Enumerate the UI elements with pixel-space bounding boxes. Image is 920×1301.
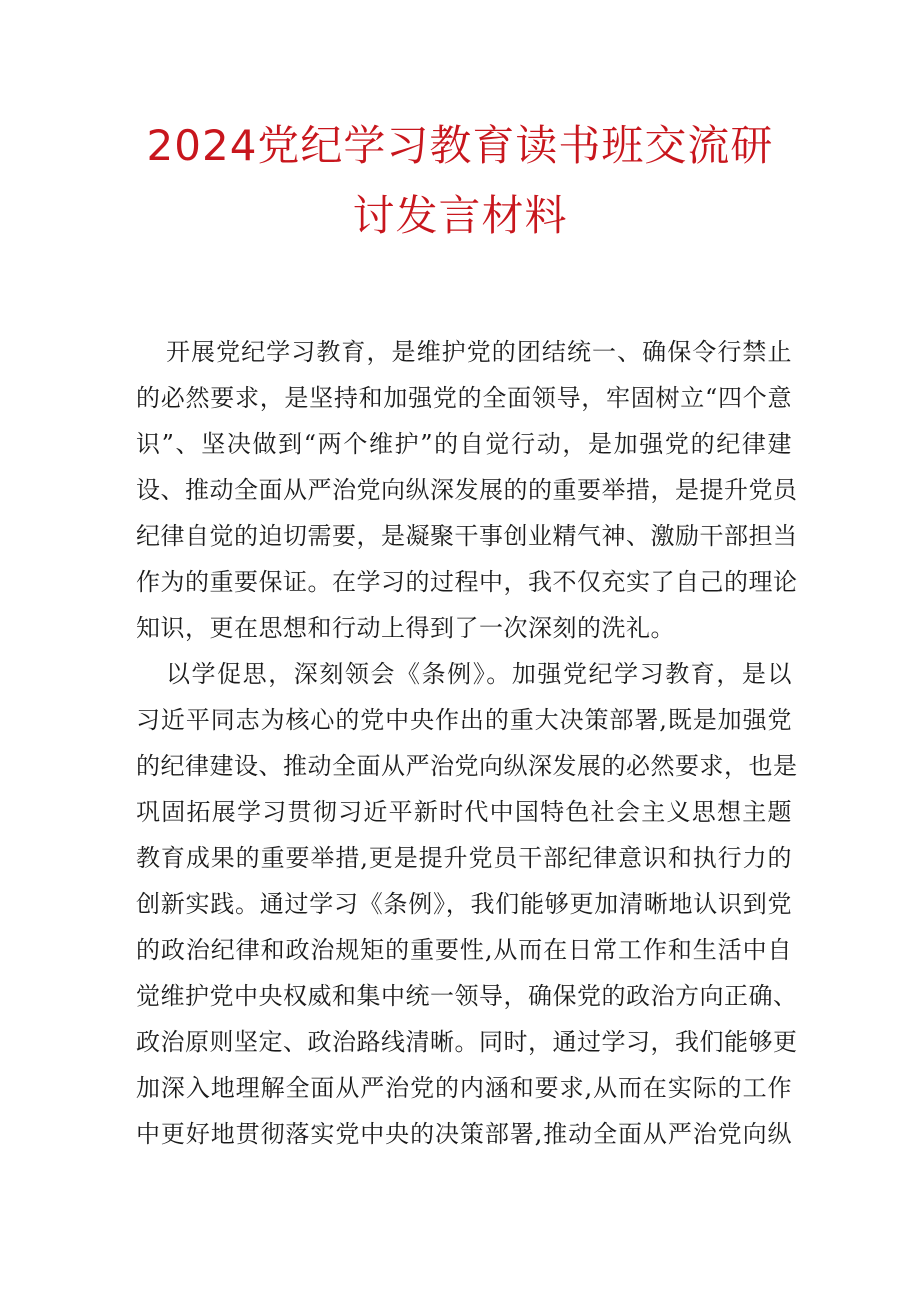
paragraph-line: 纪律自觉的迫切需要，是凝聚干事创业精气神、激励干部担当 bbox=[136, 522, 798, 550]
paragraph-line: 以学促思，深刻领会《条例》。加强党纪学习教育，是以 bbox=[166, 660, 792, 688]
paragraph-line: 创新实践。通过学习《条例》，我们能够更加清晰地认识到党 bbox=[136, 890, 792, 918]
paragraph-line: 设、推动全面从严治党向纵深发展的的重要举措，是提升党员 bbox=[136, 476, 798, 504]
paragraph-line: 的纪律建设、推动全面从严治党向纵深发展的必然要求，也是 bbox=[136, 752, 798, 780]
paragraph-line: 开展党纪学习教育，是维护党的团结统一、确保令行禁止 bbox=[166, 338, 792, 366]
paragraph-line: 的必然要求，是坚持和加强党的全面领导，牢固树立“四个意 bbox=[136, 384, 792, 412]
paragraph-line: 觉维护党中央权威和集中统一领导，确保党的政治方向正确、 bbox=[136, 982, 798, 1010]
paragraph-line: 作为的重要保证。在学习的过程中，我不仅充实了自己的理论 bbox=[136, 568, 798, 596]
paragraph-line: 加深入地理解全面从严治党的内涵和要求,从而在实际的工作 bbox=[136, 1074, 792, 1102]
paragraph-1 bbox=[136, 329, 798, 651]
paragraph-line: 教育成果的重要举措,更是提升党员干部纪律意识和执行力的 bbox=[136, 844, 792, 872]
paragraph-line: 习近平同志为核心的党中央作出的重大决策部署,既是加强党 bbox=[136, 706, 792, 734]
document-title-line-2: 讨发言材料 bbox=[352, 191, 568, 240]
paragraph-line: 政治原则坚定、政治路线清晰。同时，通过学习，我们能够更 bbox=[136, 1028, 798, 1056]
document-title-line-1: 2024党纪学习教育读书班交流研 bbox=[146, 121, 774, 170]
paragraph-line: 识”、坚决做到“两个维护”的自觉行动，是加强党的纪律建 bbox=[136, 430, 792, 458]
paragraph-line: 的政治纪律和政治规矩的重要性,从而在日常工作和生活中自 bbox=[136, 936, 792, 964]
document-body bbox=[136, 329, 798, 1157]
paragraph-line: 中更好地贯彻落实党中央的决策部署,推动全面从严治党向纵 bbox=[136, 1120, 792, 1148]
paragraph-line: 巩固拓展学习贯彻习近平新时代中国特色社会主义思想主题 bbox=[136, 798, 792, 826]
paragraph-2 bbox=[136, 651, 798, 1157]
paragraph-line: 知识，更在思想和行动上得到了一次深刻的洗礼。 bbox=[136, 614, 675, 642]
